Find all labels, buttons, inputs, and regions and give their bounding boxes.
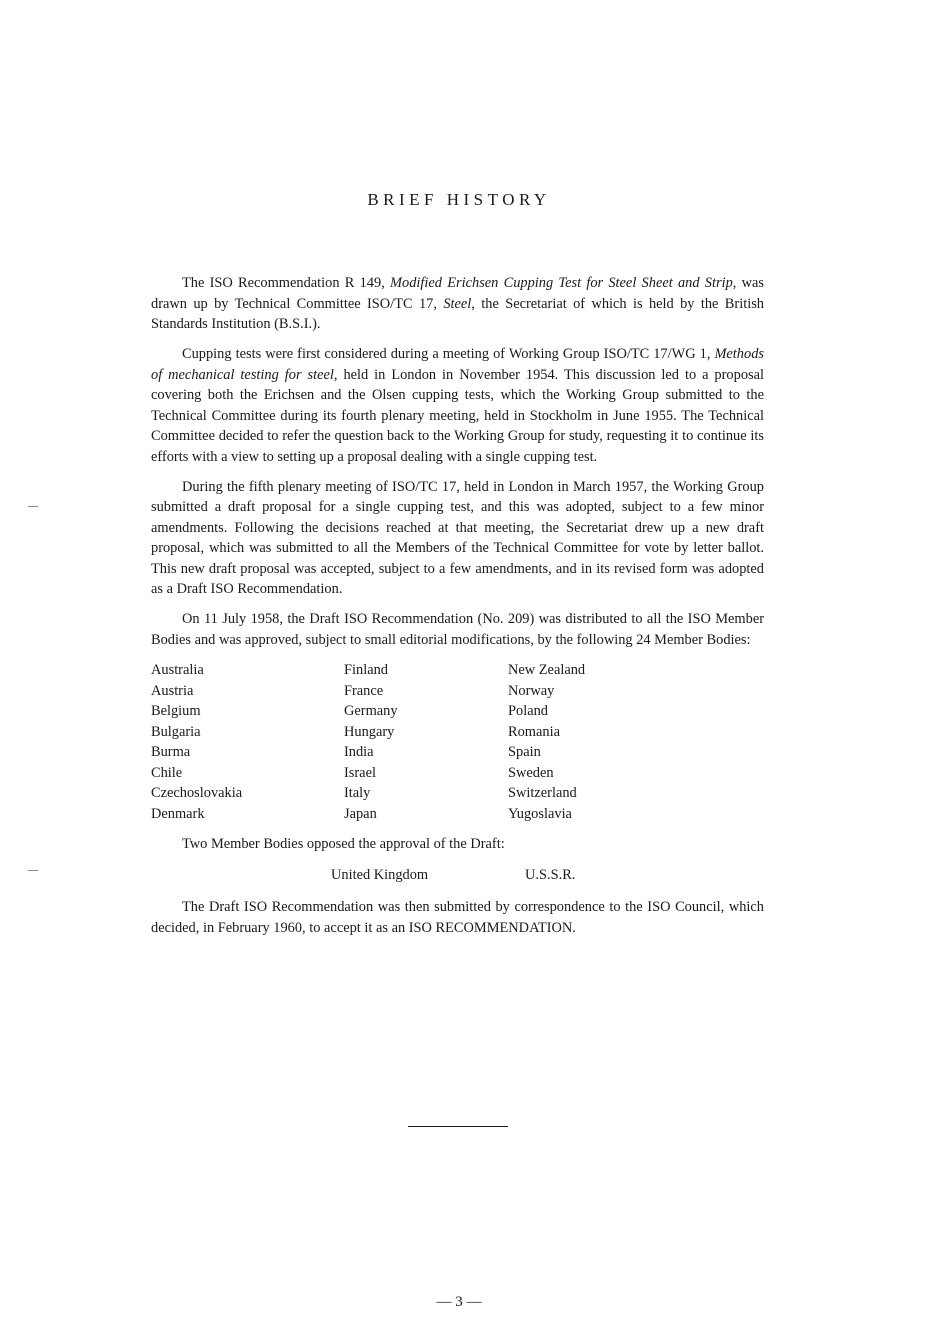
opposing-member: U.S.S.R. [525,866,576,883]
member-body: Burma [151,744,191,760]
member-body: Switzerland [508,785,577,801]
committee-name: Steel [443,295,472,312]
paragraph-early-work: Cupping tests were first considered during a meeting of Working Group ISO/TC 17/WG 1, Methods of mechanical testing for steel, held in London in November 1954. This discussion led to a proposal covering both the Erichsen and the Olsen cupping tests, which the Working Group submitted to the Technical Committee during its fourth plenary meeting, held in Stockholm in June 1955. The Technical Committee decided to refer the question back to the Working Group for study, requesting it to continue its efforts with a view to setting up a proposal dealing with a single cupping test. [151,346,764,465]
member-body: Poland [508,703,548,719]
member-body: Austria [151,682,194,699]
member-body: Australia [151,662,204,678]
paragraph-opposition: Two Member Bodies opposed the approval of the Draft: [182,836,505,852]
members-column-2 [344,660,508,824]
approving-members-list [151,660,764,824]
member-body: Germany [344,703,398,719]
member-body: Italy [344,785,371,801]
member-body: Japan [344,805,377,822]
member-body: India [344,744,374,760]
member-body: Spain [508,744,541,760]
members-column-1 [151,660,344,824]
paragraph-origin: The ISO Recommendation R 149, Modified Erichsen Cupping Test for Steel Sheet and Strip, was drawn up by Technical Committee ISO/TC 17, Steel, the Secretariat of which is held by the British Standards Institution (B.S.I.). [151,275,764,332]
paragraph-draft-proposal: During the fifth plenary meeting of ISO/TC 17, held in London in March 1957, the Working Group submitted a draft proposal for a single cupping test, and this was adopted, subject to a few minor amendments. Following the decisions reached at that meeting, the Secretariat drew up a new draft proposal, which was submitted to all the Members of the Technical Committee for vote by letter ballot. This new draft proposal was accepted, subject to a few amendments, and in its revised form was adopted as a Draft ISO Recommendation. [151,478,764,597]
member-body: Denmark [151,805,205,822]
member-body: Belgium [151,703,201,719]
member-body: Finland [344,662,388,678]
member-body: New Zealand [508,662,586,678]
member-body: Norway [508,682,555,699]
members-column-3 [508,660,658,824]
standard-title: Modified Erichsen Cupping Test for Steel Sheet and Strip [390,275,733,291]
member-body: Sweden [508,764,554,781]
page-number: — 3 — [436,1294,482,1310]
end-rule [408,1126,508,1127]
margin-mark [28,506,38,507]
opposing-member: United Kingdom [331,866,429,883]
working-group-title: Methods of mechanical testing for steel [151,346,764,383]
member-body: Chile [151,764,183,781]
member-body: Hungary [344,723,395,740]
member-body: Israel [344,764,376,781]
paragraph-council-decision: The Draft ISO Recommendation was then submitted by correspondence to the ISO Council, which decided, in February 1960, to accept it as an ISO RECOMMENDATION. [151,899,764,936]
page-title: BRIEF HISTORY [367,190,551,209]
margin-mark [28,870,38,871]
opposing-members-list [331,865,764,886]
history-body [151,273,764,948]
member-body: Czechoslovakia [151,785,243,801]
member-body: France [344,682,384,699]
paragraph-approval: On 11 July 1958, the Draft ISO Recommendation (No. 209) was distributed to all the ISO Member Bodies and was approved, subject to small editorial modifications, by the following 24 Member Bodies: [151,611,764,648]
member-body: Romania [508,723,560,740]
member-body: Bulgaria [151,723,201,740]
member-body: Yugoslavia [508,805,572,822]
